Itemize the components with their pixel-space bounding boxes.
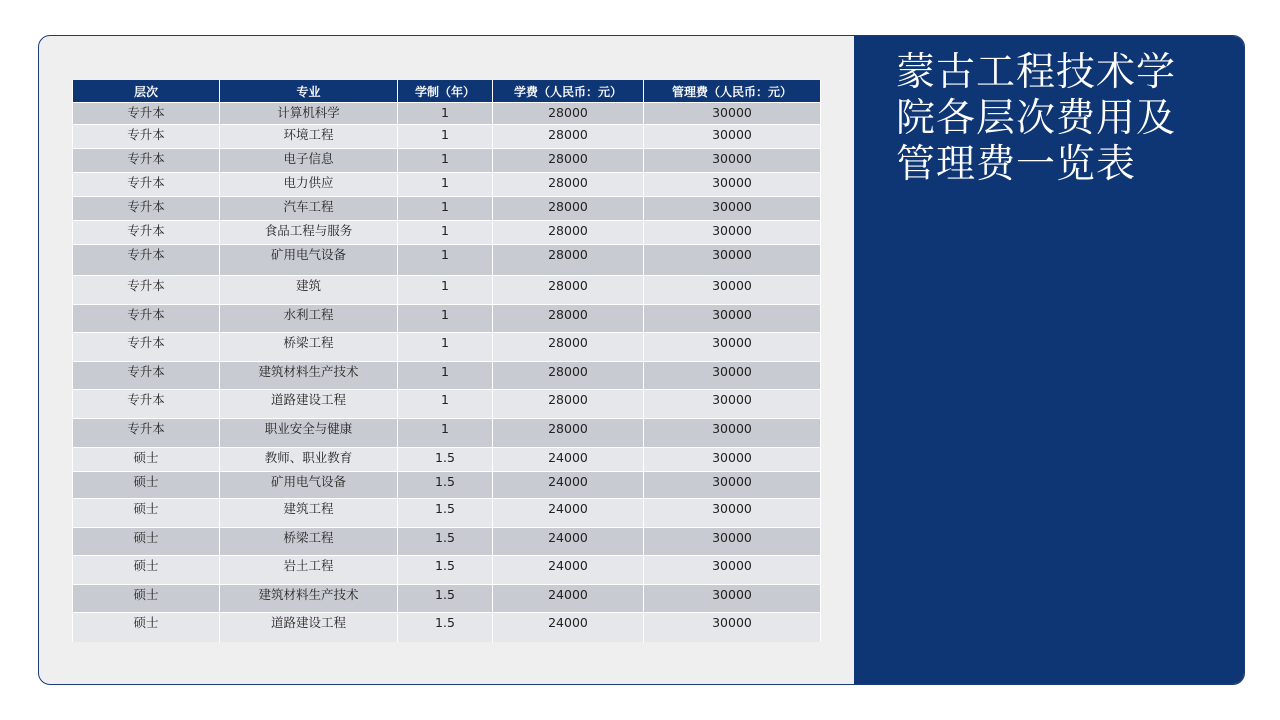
cell-tuition: 28000: [493, 333, 644, 362]
table-row: [73, 556, 821, 585]
table-header-row: [73, 80, 821, 103]
cell-level: 硕士: [73, 613, 220, 642]
cell-major: 食品工程与服务: [220, 221, 398, 245]
header-management-fee: 管理费（人民币：元）: [644, 80, 821, 103]
table-row: [73, 333, 821, 362]
cell-duration: 1: [398, 276, 493, 305]
cell-duration: 1.5: [398, 528, 493, 556]
table-row: [73, 419, 821, 448]
cell-major: 岩土工程: [220, 556, 398, 585]
cell-major: 道路建设工程: [220, 390, 398, 419]
cell-duration: 1: [398, 305, 493, 333]
cell-duration: 1.5: [398, 499, 493, 528]
cell-major: 建筑材料生产技术: [220, 585, 398, 613]
cell-management-fee: 30000: [644, 613, 821, 642]
cell-level: 硕士: [73, 448, 220, 472]
header-duration: 学制（年）: [398, 80, 493, 103]
cell-management-fee: 30000: [644, 276, 821, 305]
cell-duration: 1.5: [398, 585, 493, 613]
cell-management-fee: 30000: [644, 103, 821, 125]
cell-management-fee: 30000: [644, 362, 821, 390]
cell-duration: 1: [398, 149, 493, 173]
table-row: [73, 362, 821, 390]
cell-level: 专升本: [73, 276, 220, 305]
cell-tuition: 28000: [493, 149, 644, 173]
cell-duration: 1.5: [398, 613, 493, 642]
cell-level: 专升本: [73, 419, 220, 448]
cell-level: 专升本: [73, 245, 220, 276]
cell-duration: 1.5: [398, 448, 493, 472]
header-level: 层次: [73, 80, 220, 103]
cell-management-fee: 30000: [644, 390, 821, 419]
cell-duration: 1: [398, 245, 493, 276]
cell-management-fee: 30000: [644, 333, 821, 362]
cell-tuition: 28000: [493, 276, 644, 305]
table-body: [73, 103, 821, 642]
cell-duration: 1: [398, 362, 493, 390]
cell-major: 桥梁工程: [220, 333, 398, 362]
cell-management-fee: 30000: [644, 419, 821, 448]
cell-level: 专升本: [73, 221, 220, 245]
cell-major: 矿用电气设备: [220, 245, 398, 276]
cell-tuition: 28000: [493, 305, 644, 333]
cell-duration: 1: [398, 390, 493, 419]
cell-management-fee: 30000: [644, 472, 821, 499]
cell-management-fee: 30000: [644, 556, 821, 585]
table-row: [73, 499, 821, 528]
table-row: [73, 197, 821, 221]
cell-level: 专升本: [73, 173, 220, 197]
cell-duration: 1: [398, 333, 493, 362]
cell-tuition: 28000: [493, 125, 644, 149]
table-row: [73, 613, 821, 642]
slide: [38, 35, 1245, 685]
header-tuition: 学费（人民币：元）: [493, 80, 644, 103]
cell-level: 专升本: [73, 125, 220, 149]
cell-tuition: 24000: [493, 499, 644, 528]
cell-tuition: 28000: [493, 245, 644, 276]
table-row: [73, 276, 821, 305]
cell-level: 专升本: [73, 305, 220, 333]
cell-major: 电力供应: [220, 173, 398, 197]
cell-duration: 1: [398, 221, 493, 245]
table-row: [73, 472, 821, 499]
cell-tuition: 24000: [493, 585, 644, 613]
cell-tuition: 24000: [493, 448, 644, 472]
cell-level: 专升本: [73, 149, 220, 173]
title-panel: [854, 36, 1245, 685]
cell-level: 硕士: [73, 585, 220, 613]
cell-management-fee: 30000: [644, 245, 821, 276]
cell-tuition: 24000: [493, 556, 644, 585]
cell-level: 专升本: [73, 362, 220, 390]
cell-tuition: 24000: [493, 528, 644, 556]
cell-major: 电子信息: [220, 149, 398, 173]
cell-major: 建筑: [220, 276, 398, 305]
cell-management-fee: 30000: [644, 499, 821, 528]
cell-management-fee: 30000: [644, 305, 821, 333]
cell-tuition: 28000: [493, 197, 644, 221]
cell-major: 教师、职业教育: [220, 448, 398, 472]
cell-major: 汽车工程: [220, 197, 398, 221]
cell-tuition: 28000: [493, 390, 644, 419]
cell-level: 专升本: [73, 197, 220, 221]
cell-level: 专升本: [73, 333, 220, 362]
table-row: [73, 585, 821, 613]
cell-major: 职业安全与健康: [220, 419, 398, 448]
cell-tuition: 28000: [493, 103, 644, 125]
cell-tuition: 28000: [493, 173, 644, 197]
cell-major: 矿用电气设备: [220, 472, 398, 499]
cell-management-fee: 30000: [644, 149, 821, 173]
table-row: [73, 221, 821, 245]
cell-major: 水利工程: [220, 305, 398, 333]
cell-management-fee: 30000: [644, 448, 821, 472]
cell-major: 建筑材料生产技术: [220, 362, 398, 390]
table-row: [73, 305, 821, 333]
header-major: 专业: [220, 80, 398, 103]
cell-major: 道路建设工程: [220, 613, 398, 642]
cell-level: 专升本: [73, 103, 220, 125]
cell-tuition: 28000: [493, 221, 644, 245]
cell-tuition: 28000: [493, 362, 644, 390]
cell-duration: 1: [398, 419, 493, 448]
cell-duration: 1.5: [398, 472, 493, 499]
cell-major: 桥梁工程: [220, 528, 398, 556]
table-row: [73, 173, 821, 197]
cell-duration: 1: [398, 197, 493, 221]
table-row: [73, 390, 821, 419]
cell-level: 硕士: [73, 472, 220, 499]
table-row: [73, 448, 821, 472]
cell-management-fee: 30000: [644, 173, 821, 197]
table-row: [73, 528, 821, 556]
cell-level: 硕士: [73, 528, 220, 556]
cell-duration: 1: [398, 125, 493, 149]
cell-management-fee: 30000: [644, 197, 821, 221]
cell-level: 硕士: [73, 556, 220, 585]
cell-duration: 1.5: [398, 556, 493, 585]
cell-level: 硕士: [73, 499, 220, 528]
cell-major: 环境工程: [220, 125, 398, 149]
cell-level: 专升本: [73, 390, 220, 419]
table-row: [73, 149, 821, 173]
cell-tuition: 28000: [493, 419, 644, 448]
cell-tuition: 24000: [493, 472, 644, 499]
cell-duration: 1: [398, 173, 493, 197]
cell-management-fee: 30000: [644, 221, 821, 245]
cell-duration: 1: [398, 103, 493, 125]
fee-table: [72, 80, 821, 642]
cell-major: 计算机科学: [220, 103, 398, 125]
cell-management-fee: 30000: [644, 528, 821, 556]
cell-management-fee: 30000: [644, 125, 821, 149]
table-row: [73, 245, 821, 276]
cell-management-fee: 30000: [644, 585, 821, 613]
table-row: [73, 125, 821, 149]
cell-tuition: 24000: [493, 613, 644, 642]
cell-major: 建筑工程: [220, 499, 398, 528]
table-row: [73, 103, 821, 125]
page-title: 蒙古工程技术学院各层次费用及管理费一览表: [896, 50, 1177, 187]
